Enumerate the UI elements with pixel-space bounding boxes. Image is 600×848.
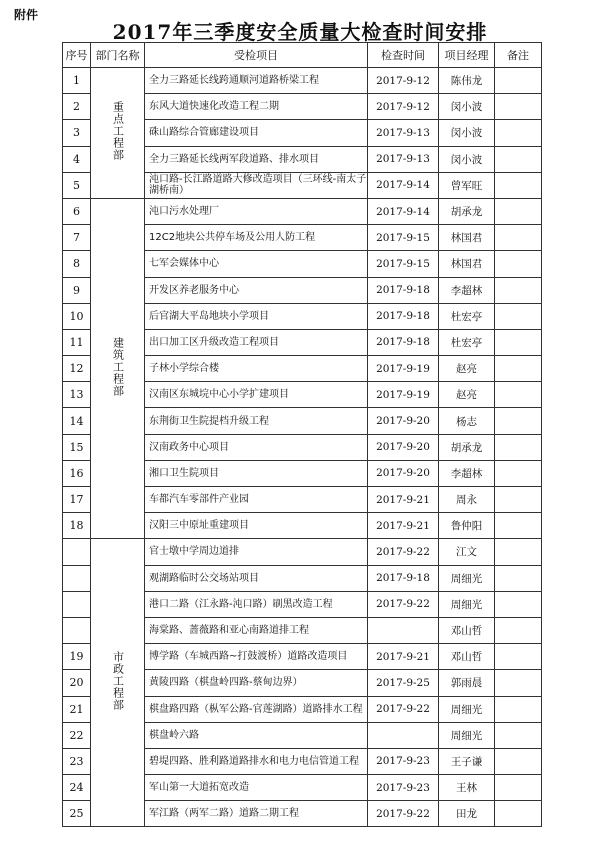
row-number bbox=[63, 591, 91, 617]
project-manager: 闵小波 bbox=[439, 94, 495, 120]
inspection-date bbox=[368, 722, 439, 748]
project-manager: 闵小波 bbox=[439, 120, 495, 146]
note-cell bbox=[495, 487, 542, 513]
project-name: 海棠路、蔷薇路和亚心南路道排工程 bbox=[145, 617, 368, 643]
project-manager: 胡承龙 bbox=[439, 434, 495, 460]
inspection-date: 2017-9-19 bbox=[368, 382, 439, 408]
note-cell bbox=[495, 303, 542, 329]
project-manager: 江文 bbox=[439, 539, 495, 565]
project-name: 港口二路（江永路-沌口路）刷黑改造工程 bbox=[145, 591, 368, 617]
table-body bbox=[63, 68, 542, 827]
row-number: 5 bbox=[63, 172, 91, 198]
note-cell bbox=[495, 356, 542, 382]
inspection-schedule-table bbox=[62, 42, 542, 827]
note-cell bbox=[495, 696, 542, 722]
note-cell bbox=[495, 722, 542, 748]
note-cell bbox=[495, 251, 542, 277]
row-number: 9 bbox=[63, 277, 91, 303]
attachment-label: 附件 bbox=[14, 8, 39, 22]
note-cell bbox=[495, 591, 542, 617]
project-manager: 鲁仲阳 bbox=[439, 513, 495, 539]
project-manager: 李超林 bbox=[439, 460, 495, 486]
project-name: 12C2地块公共停车场及公用人防工程 bbox=[145, 225, 368, 251]
dept-name-cell bbox=[91, 68, 145, 199]
dept-name-cell bbox=[91, 539, 145, 827]
project-name: 汉南政务中心项目 bbox=[145, 434, 368, 460]
note-cell bbox=[495, 329, 542, 355]
project-name: 硃山路综合管廊建设项目 bbox=[145, 120, 368, 146]
project-manager: 陈伟龙 bbox=[439, 68, 495, 94]
inspection-date: 2017-9-23 bbox=[368, 775, 439, 801]
project-manager: 林国君 bbox=[439, 251, 495, 277]
project-name: 军山第一大道拓宽改造 bbox=[145, 775, 368, 801]
row-number: 17 bbox=[63, 487, 91, 513]
project-name: 汉阳三中原址重建项目 bbox=[145, 513, 368, 539]
project-name: 沌口路-长江路道路大修改造项目（三环线-南太子湖桥南） bbox=[145, 172, 368, 198]
row-number: 18 bbox=[63, 513, 91, 539]
inspection-date: 2017-9-14 bbox=[368, 198, 439, 224]
inspection-date: 2017-9-21 bbox=[368, 487, 439, 513]
project-manager: 邓山哲 bbox=[439, 644, 495, 670]
project-name: 后官湖大平岛地块小学项目 bbox=[145, 303, 368, 329]
inspection-date: 2017-9-12 bbox=[368, 68, 439, 94]
table-header-row bbox=[63, 43, 542, 68]
project-name: 车都汽车零部件产业园 bbox=[145, 487, 368, 513]
note-cell bbox=[495, 513, 542, 539]
note-cell bbox=[495, 146, 542, 172]
inspection-date: 2017-9-15 bbox=[368, 251, 439, 277]
note-cell bbox=[495, 408, 542, 434]
row-number: 7 bbox=[63, 225, 91, 251]
row-number: 8 bbox=[63, 251, 91, 277]
note-cell bbox=[495, 225, 542, 251]
note-cell bbox=[495, 434, 542, 460]
inspection-date: 2017-9-22 bbox=[368, 801, 439, 827]
note-cell bbox=[495, 801, 542, 827]
inspection-date: 2017-9-19 bbox=[368, 356, 439, 382]
project-name: 子林小学综合楼 bbox=[145, 356, 368, 382]
table-row bbox=[63, 539, 542, 565]
note-cell bbox=[495, 68, 542, 94]
table-row bbox=[63, 198, 542, 224]
row-number: 14 bbox=[63, 408, 91, 434]
project-manager: 田龙 bbox=[439, 801, 495, 827]
inspection-date: 2017-9-25 bbox=[368, 670, 439, 696]
project-name: 军江路（两军二路）道路二期工程 bbox=[145, 801, 368, 827]
header-note: 备注 bbox=[495, 43, 542, 68]
dept-name: 建筑工程部 bbox=[111, 336, 125, 397]
project-name: 全力三路延长线跨通顺河道路桥梁工程 bbox=[145, 68, 368, 94]
note-cell bbox=[495, 644, 542, 670]
inspection-date: 2017-9-15 bbox=[368, 225, 439, 251]
project-manager: 赵亮 bbox=[439, 356, 495, 382]
row-number: 24 bbox=[63, 775, 91, 801]
inspection-date: 2017-9-21 bbox=[368, 644, 439, 670]
project-name: 出口加工区升级改造工程项目 bbox=[145, 329, 368, 355]
row-number: 23 bbox=[63, 748, 91, 774]
inspection-date: 2017-9-23 bbox=[368, 748, 439, 774]
note-cell bbox=[495, 277, 542, 303]
project-manager: 王林 bbox=[439, 775, 495, 801]
project-name: 东荆街卫生院提档升级工程 bbox=[145, 408, 368, 434]
row-number: 25 bbox=[63, 801, 91, 827]
project-manager: 周细光 bbox=[439, 722, 495, 748]
row-number: 11 bbox=[63, 329, 91, 355]
project-manager: 杜宏亭 bbox=[439, 329, 495, 355]
project-name: 棋盘岭六路 bbox=[145, 722, 368, 748]
project-manager: 周细光 bbox=[439, 591, 495, 617]
inspection-date: 2017-9-22 bbox=[368, 696, 439, 722]
note-cell bbox=[495, 198, 542, 224]
inspection-date: 2017-9-20 bbox=[368, 460, 439, 486]
inspection-date: 2017-9-13 bbox=[368, 120, 439, 146]
note-cell bbox=[495, 172, 542, 198]
header-project: 受检项目 bbox=[145, 43, 368, 68]
note-cell bbox=[495, 670, 542, 696]
note-cell bbox=[495, 565, 542, 591]
row-number: 15 bbox=[63, 434, 91, 460]
row-number bbox=[63, 565, 91, 591]
header-manager: 项目经理 bbox=[439, 43, 495, 68]
project-manager: 李超林 bbox=[439, 277, 495, 303]
inspection-date: 2017-9-20 bbox=[368, 434, 439, 460]
note-cell bbox=[495, 617, 542, 643]
row-number: 21 bbox=[63, 696, 91, 722]
project-name: 黄陵四路（棋盘岭四路-蔡甸边界） bbox=[145, 670, 368, 696]
project-manager: 邓山哲 bbox=[439, 617, 495, 643]
project-name: 碧堤四路、胜利路道路排水和电力电信管道工程 bbox=[145, 748, 368, 774]
project-manager: 王子谦 bbox=[439, 748, 495, 774]
note-cell bbox=[495, 775, 542, 801]
project-manager: 林国君 bbox=[439, 225, 495, 251]
row-number: 12 bbox=[63, 356, 91, 382]
inspection-date: 2017-9-18 bbox=[368, 277, 439, 303]
project-name: 博学路（车城西路~打鼓渡桥）道路改造项目 bbox=[145, 644, 368, 670]
note-cell bbox=[495, 382, 542, 408]
project-name: 东风大道快速化改造工程二期 bbox=[145, 94, 368, 120]
header-dept: 部门名称 bbox=[91, 43, 145, 68]
header-date: 检查时间 bbox=[368, 43, 439, 68]
dept-name: 重点工程部 bbox=[111, 100, 125, 161]
inspection-date: 2017-9-12 bbox=[368, 94, 439, 120]
inspection-date: 2017-9-18 bbox=[368, 303, 439, 329]
inspection-date: 2017-9-20 bbox=[368, 408, 439, 434]
inspection-date: 2017-9-22 bbox=[368, 591, 439, 617]
table-row bbox=[63, 68, 542, 94]
project-name: 七军会媒体中心 bbox=[145, 251, 368, 277]
project-manager: 周细光 bbox=[439, 565, 495, 591]
project-name: 开发区养老服务中心 bbox=[145, 277, 368, 303]
row-number: 6 bbox=[63, 198, 91, 224]
row-number: 13 bbox=[63, 382, 91, 408]
row-number: 4 bbox=[63, 146, 91, 172]
note-cell bbox=[495, 460, 542, 486]
header-no: 序号 bbox=[63, 43, 91, 68]
project-manager: 杨志 bbox=[439, 408, 495, 434]
dept-name: 市政工程部 bbox=[111, 650, 125, 711]
inspection-date: 2017-9-18 bbox=[368, 329, 439, 355]
inspection-date: 2017-9-18 bbox=[368, 565, 439, 591]
row-number: 22 bbox=[63, 722, 91, 748]
row-number: 20 bbox=[63, 670, 91, 696]
row-number: 2 bbox=[63, 94, 91, 120]
dept-name-cell bbox=[91, 198, 145, 538]
project-name: 湘口卫生院项目 bbox=[145, 460, 368, 486]
row-number: 1 bbox=[63, 68, 91, 94]
project-name: 官士墩中学周边道排 bbox=[145, 539, 368, 565]
inspection-date: 2017-9-13 bbox=[368, 146, 439, 172]
inspection-date bbox=[368, 617, 439, 643]
project-name: 沌口污水处理厂 bbox=[145, 198, 368, 224]
project-manager: 周永 bbox=[439, 487, 495, 513]
note-cell bbox=[495, 120, 542, 146]
note-cell bbox=[495, 748, 542, 774]
row-number: 3 bbox=[63, 120, 91, 146]
note-cell bbox=[495, 94, 542, 120]
project-name: 棋盘路四路（枞军公路-官莲湖路）道路排水工程 bbox=[145, 696, 368, 722]
inspection-date: 2017-9-14 bbox=[368, 172, 439, 198]
project-manager: 杜宏亭 bbox=[439, 303, 495, 329]
row-number: 16 bbox=[63, 460, 91, 486]
project-name: 观湖路临时公交场站项目 bbox=[145, 565, 368, 591]
project-name: 汉南区东城垸中心小学扩建项目 bbox=[145, 382, 368, 408]
project-manager: 胡承龙 bbox=[439, 198, 495, 224]
inspection-date: 2017-9-21 bbox=[368, 513, 439, 539]
project-name: 全力三路延长线两军段道路、排水项目 bbox=[145, 146, 368, 172]
note-cell bbox=[495, 539, 542, 565]
project-manager: 周细光 bbox=[439, 696, 495, 722]
row-number: 19 bbox=[63, 644, 91, 670]
project-manager: 郭雨晨 bbox=[439, 670, 495, 696]
project-manager: 闵小波 bbox=[439, 146, 495, 172]
row-number: 10 bbox=[63, 303, 91, 329]
inspection-date: 2017-9-22 bbox=[368, 539, 439, 565]
project-manager: 曾军旺 bbox=[439, 172, 495, 198]
row-number bbox=[63, 539, 91, 565]
row-number bbox=[63, 617, 91, 643]
project-manager: 赵亮 bbox=[439, 382, 495, 408]
page-title: 2017年三季度安全质量大检查时间安排 bbox=[112, 20, 488, 44]
